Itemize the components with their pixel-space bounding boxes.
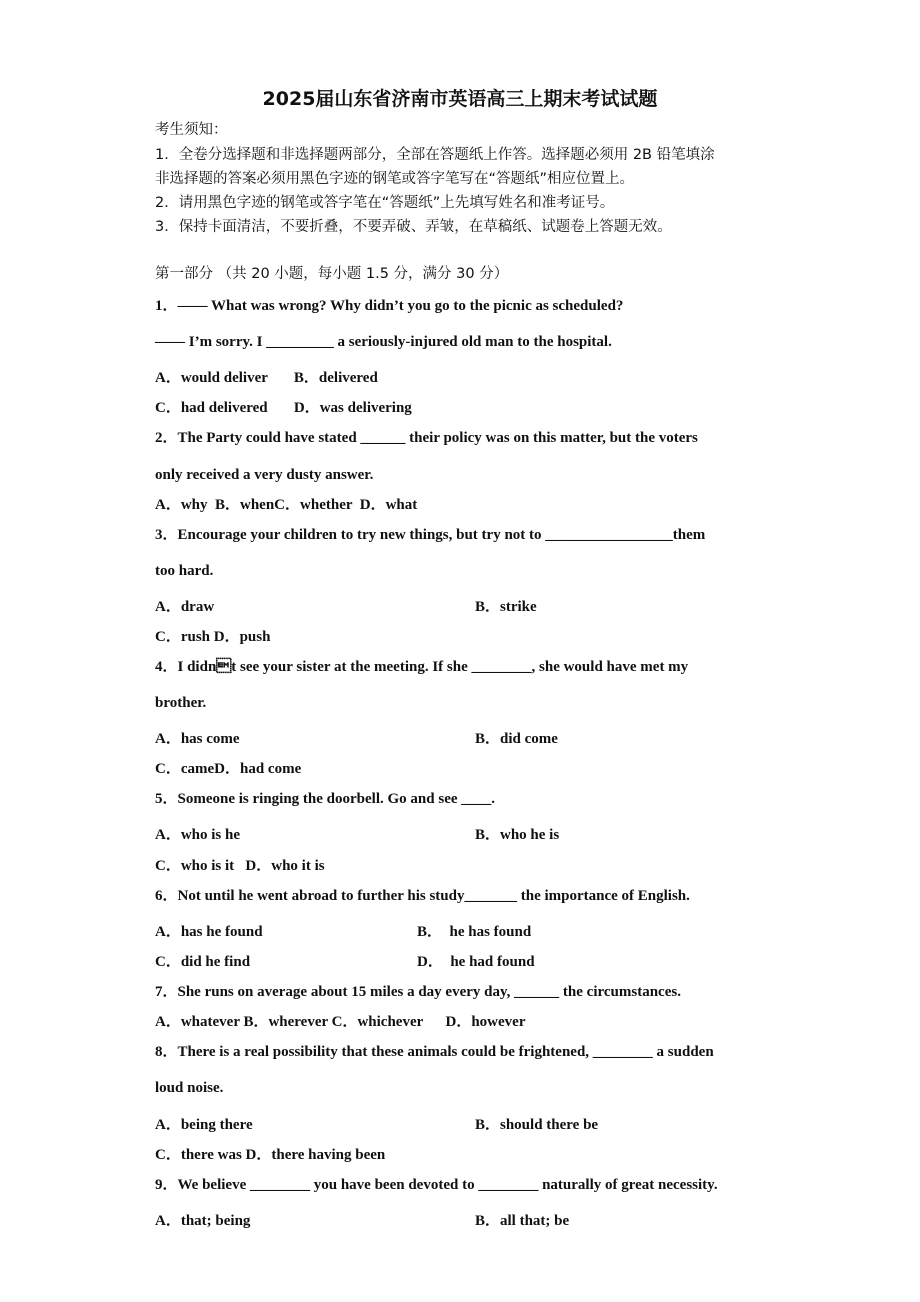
question-stem: 7．She runs on average about 15 miles a day every day, ______ the circumstances. xyxy=(155,984,681,1000)
question-options: A．why B．whenC．whether D．what xyxy=(155,497,418,513)
question-stem: 3．Encourage your children to try new things, but try not to _________________them xyxy=(155,527,706,543)
question-stem: 5．Someone is ringing the doorbell. Go and see ____. xyxy=(155,791,496,807)
question-options: C．rush D．push xyxy=(155,629,271,645)
option-b: B．who he is xyxy=(475,827,560,843)
question-options: C．there was D．there having been xyxy=(155,1147,386,1163)
option-a: A．has he found xyxy=(155,924,263,940)
question-stem: —— I’m sorry. I _________ a seriously-injured old man to the hospital. xyxy=(155,334,612,350)
question-stem: too hard. xyxy=(155,563,214,579)
question-stem: 2．The Party could have stated ______ their policy was on this matter, but the voters xyxy=(155,430,698,446)
option-c: C．did he find xyxy=(155,954,251,970)
notice-item: 非选择题的答案必须用黑色字迹的钢笔或答字笔写在“答题纸”相应位置上。 xyxy=(155,171,635,187)
option-a: A．that; being xyxy=(155,1213,251,1229)
question-stem: 6．Not until he went abroad to further his study_______ the importance of English. xyxy=(155,888,690,904)
notice-item: 2．请用黑色字迹的钢笔或答字笔在“答题纸”上先填写姓名和准考证号。 xyxy=(155,195,615,211)
question-stem: 9．We believe ________ you have been devoted to ________ naturally of great necessity. xyxy=(155,1177,718,1193)
option-b: B．should there be xyxy=(475,1117,599,1133)
option-b: B．all that; be xyxy=(475,1213,570,1229)
question-options: A．whatever B．wherever C．whichever D．however xyxy=(155,1014,526,1030)
option-a: A．draw xyxy=(155,599,215,615)
notice-item: 1．全卷分选择题和非选择题两部分，全部在答题纸上作答。选择题必须用 2B 铅笔填涂 xyxy=(155,147,715,163)
question-options: C．cameD．had come xyxy=(155,761,302,777)
question-stem: loud noise. xyxy=(155,1080,224,1096)
option-b: B．strike xyxy=(475,599,537,615)
question-options: A．would deliver B．delivered xyxy=(155,370,378,386)
notice-item: 3．保持卡面清洁，不要折叠，不要弄破、弄皱，在草稿纸、试题卷上答题无效。 xyxy=(155,219,672,235)
page-title: 2025届山东省济南市英语高三上期末考试试题 xyxy=(262,88,658,110)
option-a: A．has come xyxy=(155,731,240,747)
question-stem: only received a very dusty answer. xyxy=(155,467,374,483)
option-a: A．being there xyxy=(155,1117,253,1133)
option-b: B． he has found xyxy=(417,924,532,940)
question-options: C．who is it D．who it is xyxy=(155,858,325,874)
question-options: C．had delivered D．was delivering xyxy=(155,400,412,416)
option-b: B．did come xyxy=(475,731,558,747)
section-heading: 第一部分 （共 20 小题，每小题 1.5 分，满分 30 分） xyxy=(155,266,509,282)
question-stem: 1．—— What was wrong? Why didn’t you go to the picnic as scheduled? xyxy=(155,298,624,314)
question-stem: 4．I didnt see your sister at the meeting. If she ________, she would have met my xyxy=(155,659,689,675)
question-stem: 8．There is a real possibility that these animals could be frightened, ________ a sudden xyxy=(155,1044,714,1060)
option-d: D． he had found xyxy=(417,954,535,970)
notice-heading: 考生须知： xyxy=(155,122,228,138)
option-a: A．who is he xyxy=(155,827,241,843)
question-stem: brother. xyxy=(155,695,207,711)
